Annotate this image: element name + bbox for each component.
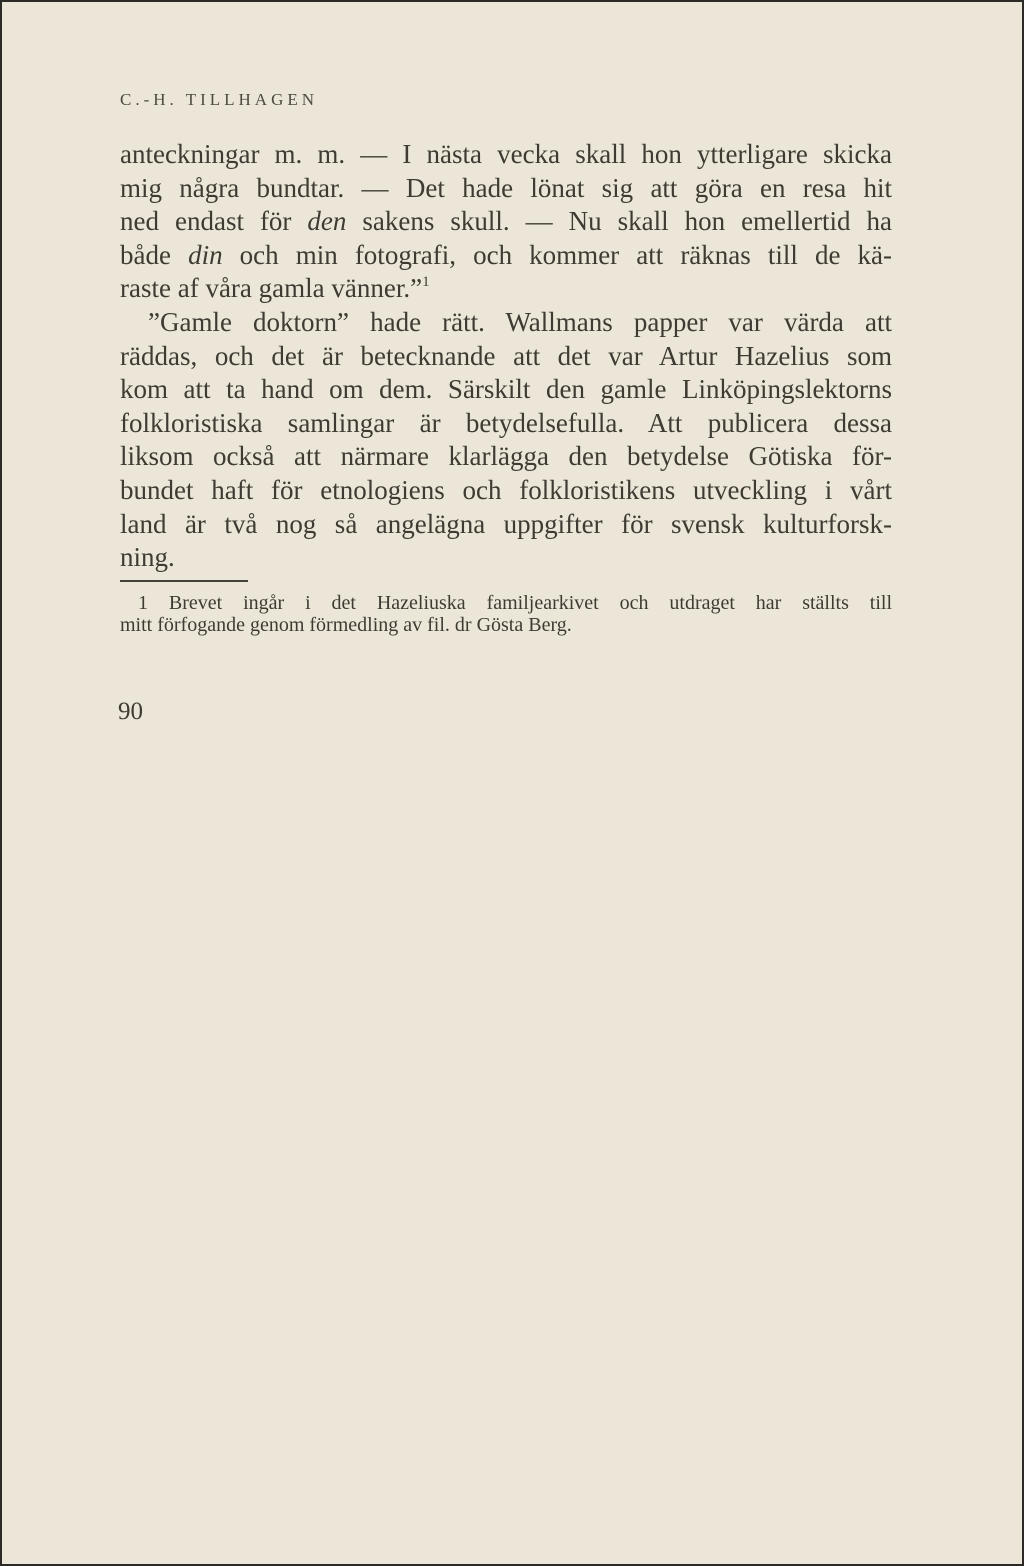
emphasis-den: den — [307, 206, 347, 237]
paragraph-first-line: ”Gamle doktorn” hade rätt. Wallmans papper var värda att — [148, 306, 892, 337]
footnote — [120, 592, 892, 636]
running-header: C.-H. TILLHAGEN — [120, 90, 319, 109]
footnote-text: Brevet ingår i det Hazeliuska familjearkivet och utdraget har ställts till — [168, 592, 893, 614]
text-segment: raste af våra gamla vänner.” — [120, 273, 423, 304]
book-page — [2, 2, 1022, 1564]
text-segment: ned endast för — [120, 206, 308, 237]
footnote-divider — [120, 580, 248, 582]
text-line — [120, 272, 892, 306]
text-line: folkloristiska samlingar är betydelsefulla. Att publicera dessa — [120, 407, 892, 438]
footnote-line — [120, 592, 892, 614]
footnote-marker: 1 — [138, 592, 148, 614]
footnote-reference[interactable]: 1 — [422, 274, 430, 291]
text-segment: och min fotografi, och kommer att räknas till de kä- — [222, 239, 893, 270]
emphasis-din: din — [188, 239, 223, 270]
text-line: bundet haft för etnologiens och folkloristikens utveckling i vårt — [120, 474, 892, 505]
text-segment: sakens skull. — Nu skall hon emellertid ha — [346, 206, 892, 237]
page-number: 90 — [118, 698, 143, 725]
body-text — [120, 138, 892, 575]
text-line: mig några bundtar. — Det hade lönat sig att göra en resa hit — [120, 172, 892, 203]
text-line — [120, 239, 892, 273]
text-line: land är två nog så angelägna uppgifter för svensk kulturforsk- — [120, 508, 892, 539]
text-line — [120, 205, 892, 239]
text-line: räddas, och det är betecknande att det var Artur Hazelius som — [120, 340, 892, 371]
text-segment: både — [120, 239, 189, 270]
footnote-line: mitt förfogande genom förmedling av fil. dr Gösta Berg. — [120, 614, 572, 636]
text-line: anteckningar m. m. — I nästa vecka skall hon ytterligare skicka — [120, 139, 892, 169]
text-line: liksom också att närmare klarlägga den betydelse Götiska för- — [120, 441, 892, 472]
text-line: ning. — [120, 542, 175, 573]
text-line: kom att ta hand om dem. Särskilt den gamle Linköpingslektorns — [120, 374, 892, 405]
